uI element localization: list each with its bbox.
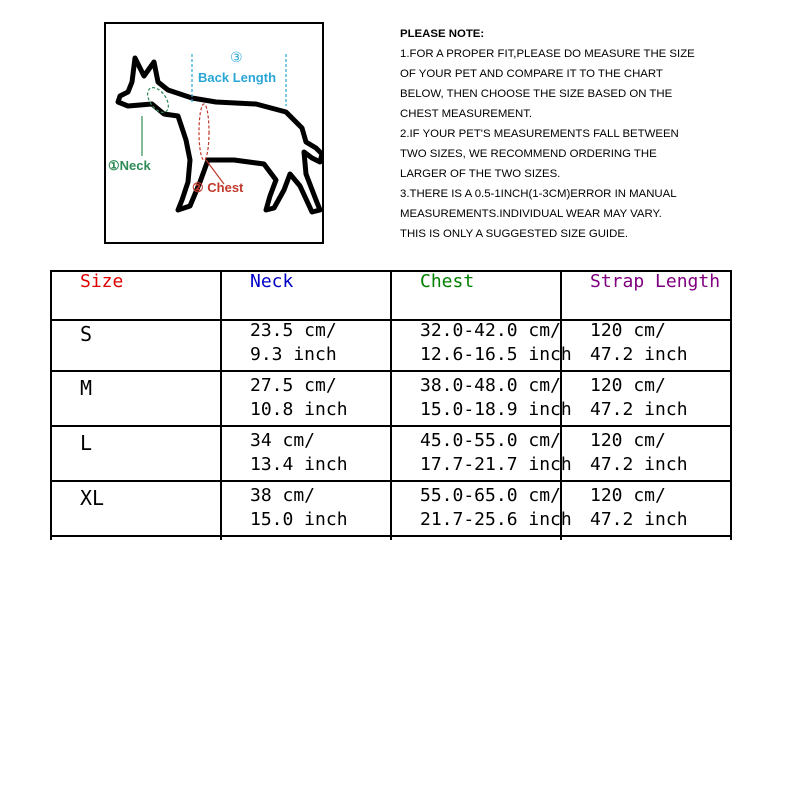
- strap-inch: 47.2 inch: [590, 454, 688, 475]
- chest-cm: 38.0-48.0 cm/: [420, 375, 561, 396]
- chest-ring: [199, 104, 209, 160]
- note-line: BELOW, THEN CHOOSE THE SIZE BASED ON THE: [400, 88, 673, 100]
- note-line: MEASUREMENTS.INDIVIDUAL WEAR MAY VARY.: [400, 208, 662, 220]
- chest-inch: 17.7-21.7 inch: [420, 454, 572, 475]
- chest-label: ② Chest: [192, 180, 244, 195]
- back-length-label: Back Length: [198, 70, 277, 85]
- chest-inch: 12.6-16.5 inch: [420, 344, 572, 365]
- note-line: THIS IS ONLY A SUGGESTED SIZE GUIDE.: [400, 228, 629, 240]
- table-line: [730, 270, 732, 540]
- table-line: [390, 270, 392, 540]
- note-line: 2.IF YOUR PET'S MEASUREMENTS FALL BETWEEN: [400, 128, 679, 140]
- neck-label: ①Neck: [108, 158, 151, 173]
- neck-cm: 34 cm/: [250, 430, 316, 451]
- neck-cm: 38 cm/: [250, 485, 316, 506]
- strap-inch: 47.2 inch: [590, 344, 688, 365]
- note-line: CHEST MEASUREMENT.: [400, 108, 533, 120]
- please-note-section: [400, 24, 790, 244]
- header-neck: Neck: [250, 271, 294, 292]
- note-line: TWO SIZES, WE RECOMMEND ORDERING THE: [400, 148, 657, 160]
- dog-silhouette-icon: [106, 24, 322, 242]
- note-line: 3.THERE IS A 0.5-1INCH(1-3CM)ERROR IN MANUAL: [400, 188, 677, 200]
- note-title: PLEASE NOTE:: [400, 28, 485, 40]
- neck-cm: 23.5 cm/: [250, 320, 337, 341]
- chest-cm: 32.0-42.0 cm/: [420, 320, 561, 341]
- note-line: LARGER OF THE TWO SIZES.: [400, 168, 561, 180]
- chest-inch: 15.0-18.9 inch: [420, 399, 572, 420]
- header-strap-length: Strap Length: [590, 271, 721, 292]
- strap-cm: 120 cm/: [590, 485, 666, 506]
- strap-cm: 120 cm/: [590, 375, 666, 396]
- row-size: L: [80, 431, 93, 455]
- row-size: S: [80, 322, 93, 346]
- row-size: M: [80, 376, 93, 400]
- neck-inch: 15.0 inch: [250, 509, 348, 530]
- strap-inch: 47.2 inch: [590, 399, 688, 420]
- row-size: XL: [80, 486, 105, 510]
- strap-cm: 120 cm/: [590, 320, 666, 341]
- header-size: Size: [80, 271, 124, 292]
- back-length-number: ③: [230, 50, 243, 66]
- chest-inch: 21.7-25.6 inch: [420, 509, 572, 530]
- neck-inch: 13.4 inch: [250, 454, 348, 475]
- strap-cm: 120 cm/: [590, 430, 666, 451]
- table-line: [220, 270, 222, 540]
- dog-measurement-diagram: [104, 22, 324, 244]
- header-chest: Chest: [420, 271, 475, 292]
- neck-inch: 9.3 inch: [250, 344, 337, 365]
- chest-cm: 45.0-55.0 cm/: [420, 430, 561, 451]
- strap-inch: 47.2 inch: [590, 509, 688, 530]
- note-line: OF YOUR PET AND COMPARE IT TO THE CHART: [400, 68, 663, 80]
- table-line: [50, 270, 52, 540]
- neck-cm: 27.5 cm/: [250, 375, 337, 396]
- neck-inch: 10.8 inch: [250, 399, 348, 420]
- chest-cm: 55.0-65.0 cm/: [420, 485, 561, 506]
- note-line: 1.FOR A PROPER FIT,PLEASE DO MEASURE THE SIZE: [400, 48, 695, 60]
